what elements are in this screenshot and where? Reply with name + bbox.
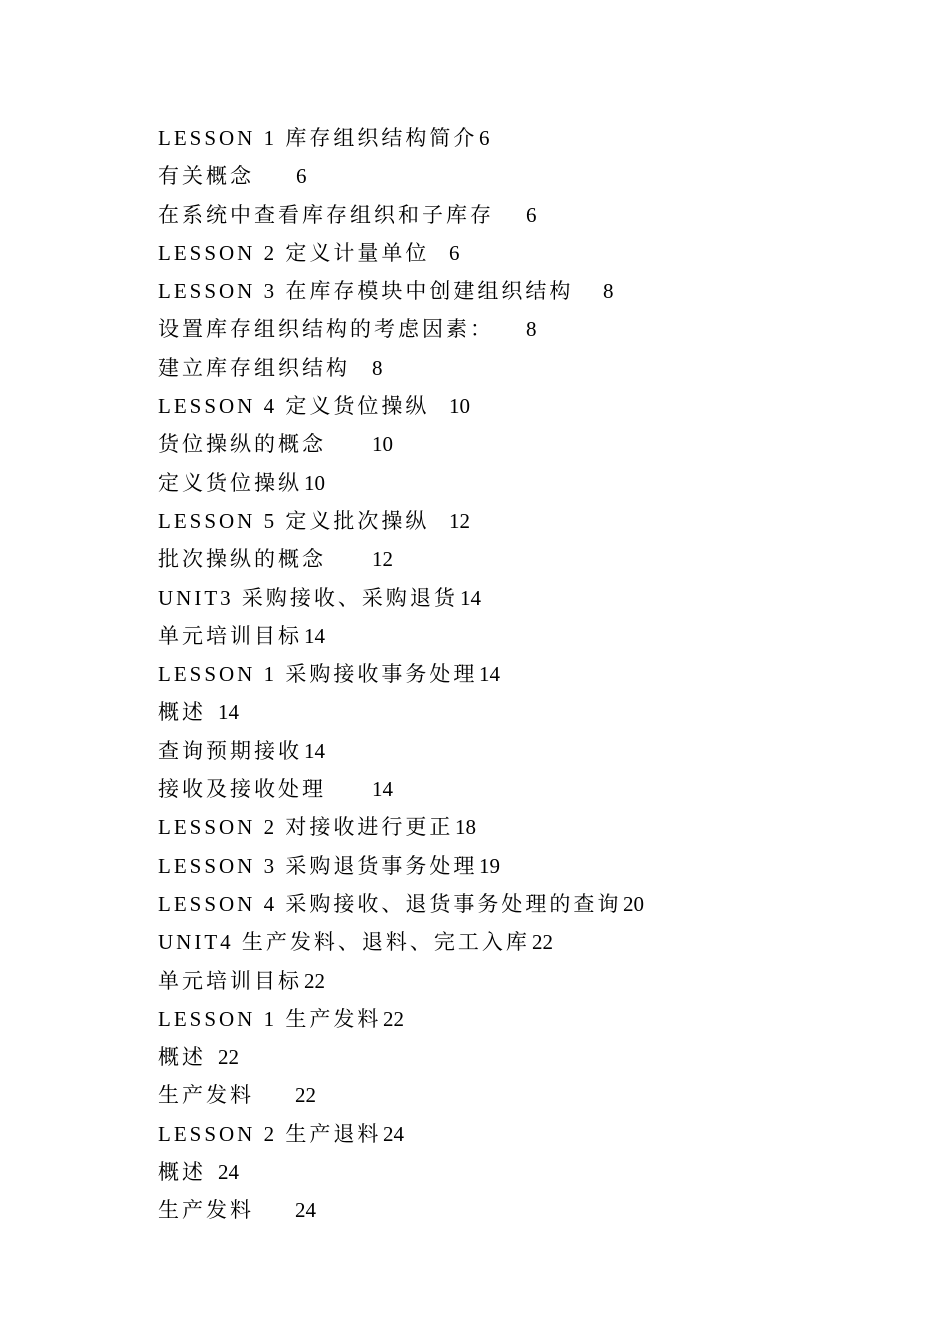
toc-entry-page: 18 bbox=[455, 815, 476, 840]
toc-entry bbox=[158, 234, 858, 272]
toc-entry bbox=[158, 502, 858, 540]
toc-entry-page: 8 bbox=[603, 279, 614, 304]
toc-entry bbox=[158, 1191, 858, 1229]
toc-entry-title: 建立库存组织结构 bbox=[158, 355, 350, 380]
toc-entry-title: 在系统中查看库存组织和子库存 bbox=[158, 202, 494, 227]
toc-entry-page: 14 bbox=[304, 623, 325, 648]
toc-entry-page: 19 bbox=[479, 853, 500, 878]
toc-entry-title: LESSON 1 生产发料 bbox=[158, 1006, 382, 1031]
toc-entry-page: 22 bbox=[532, 930, 553, 955]
toc-entry-title: 批次操纵的概念 bbox=[158, 547, 326, 572]
toc-entry bbox=[158, 655, 858, 693]
toc-entry-page: 8 bbox=[526, 317, 537, 342]
toc-entry bbox=[158, 962, 858, 1000]
toc-entry-title: 生产发料 bbox=[158, 1198, 254, 1223]
toc-entry-title: LESSON 4 定义货位操纵 bbox=[158, 394, 430, 419]
toc-entry-page: 22 bbox=[218, 1045, 239, 1070]
toc-entry-title: 接收及接收处理 bbox=[158, 777, 326, 802]
toc-entry bbox=[158, 1115, 858, 1153]
toc-entry-page: 24 bbox=[295, 1198, 316, 1223]
toc-entry-title: 生产发料 bbox=[158, 1083, 254, 1108]
toc-entry bbox=[158, 119, 858, 157]
toc-entry-title: 概述 bbox=[158, 700, 206, 725]
toc-entry-page: 14 bbox=[218, 700, 239, 725]
toc-entry-page: 14 bbox=[304, 738, 325, 763]
toc-entry bbox=[158, 808, 858, 846]
toc-entry bbox=[158, 387, 858, 425]
toc-entry-page: 14 bbox=[460, 585, 481, 610]
toc-entry-title: LESSON 4 采购接收、退货事务处理的查询 bbox=[158, 891, 622, 916]
toc-entry-title: UNIT4 生产发料、退料、完工入库 bbox=[158, 930, 530, 955]
toc-entry bbox=[158, 732, 858, 770]
toc-entry bbox=[158, 1153, 858, 1191]
toc-entry-page: 6 bbox=[296, 164, 307, 189]
toc-entry bbox=[158, 770, 858, 808]
toc-entry-title: 单元培训目标 bbox=[158, 968, 302, 993]
toc-entry-title: 定义货位操纵 bbox=[158, 470, 302, 495]
table-of-contents bbox=[158, 119, 858, 1230]
toc-entry-title: LESSON 2 生产退料 bbox=[158, 1121, 382, 1146]
toc-entry-page: 22 bbox=[304, 968, 325, 993]
toc-entry bbox=[158, 617, 858, 655]
toc-entry-title: LESSON 1 库存组织结构简介 bbox=[158, 126, 478, 150]
toc-entry bbox=[158, 157, 858, 195]
toc-entry-title: 单元培训目标 bbox=[158, 623, 302, 648]
toc-entry-page: 22 bbox=[383, 1006, 404, 1031]
toc-entry-page: 24 bbox=[383, 1121, 404, 1146]
toc-entry-page: 14 bbox=[372, 777, 393, 802]
toc-entry bbox=[158, 1076, 858, 1114]
toc-entry-title: 有关概念 bbox=[158, 164, 254, 189]
toc-entry bbox=[158, 1038, 858, 1076]
toc-entry-title: LESSON 3 在库存模块中创建组织结构 bbox=[158, 279, 574, 304]
toc-entry-page: 20 bbox=[623, 891, 644, 916]
toc-entry bbox=[158, 272, 858, 310]
toc-entry-title: 货位操纵的概念 bbox=[158, 432, 326, 457]
toc-entry bbox=[158, 310, 858, 348]
toc-entry-title: LESSON 3 采购退货事务处理 bbox=[158, 853, 478, 878]
toc-entry-page: 10 bbox=[372, 432, 393, 457]
toc-entry-page: 6 bbox=[479, 126, 490, 150]
toc-entry-page: 14 bbox=[479, 662, 500, 687]
toc-entry-page: 10 bbox=[449, 394, 470, 419]
toc-entry bbox=[158, 923, 858, 961]
toc-entry bbox=[158, 196, 858, 234]
toc-entry-page: 8 bbox=[372, 355, 383, 380]
toc-entry-title: LESSON 1 采购接收事务处理 bbox=[158, 662, 478, 687]
toc-entry bbox=[158, 540, 858, 578]
toc-entry bbox=[158, 425, 858, 463]
toc-entry-page: 6 bbox=[526, 202, 537, 227]
toc-entry bbox=[158, 693, 858, 731]
toc-entry bbox=[158, 579, 858, 617]
toc-entry bbox=[158, 847, 858, 885]
toc-entry-title: 概述 bbox=[158, 1045, 206, 1070]
toc-entry-title: 查询预期接收 bbox=[158, 738, 302, 763]
toc-entry-title: 概述 bbox=[158, 1160, 206, 1185]
toc-entry-title: UNIT3 采购接收、采购退货 bbox=[158, 585, 458, 610]
toc-entry bbox=[158, 464, 858, 502]
toc-entry-title: LESSON 2 对接收进行更正 bbox=[158, 815, 454, 840]
toc-entry-page: 12 bbox=[372, 547, 393, 572]
toc-entry-title: 设置库存组织结构的考虑因素： bbox=[158, 317, 494, 342]
toc-entry bbox=[158, 349, 858, 387]
toc-entry-page: 10 bbox=[304, 470, 325, 495]
toc-entry-page: 6 bbox=[449, 240, 460, 265]
toc-entry-page: 12 bbox=[449, 508, 470, 533]
toc-entry-page: 24 bbox=[218, 1160, 239, 1185]
toc-entry-page: 22 bbox=[295, 1083, 316, 1108]
toc-entry-title: LESSON 5 定义批次操纵 bbox=[158, 508, 430, 533]
toc-entry bbox=[158, 1000, 858, 1038]
toc-entry bbox=[158, 885, 858, 923]
toc-entry-title: LESSON 2 定义计量单位 bbox=[158, 240, 430, 265]
